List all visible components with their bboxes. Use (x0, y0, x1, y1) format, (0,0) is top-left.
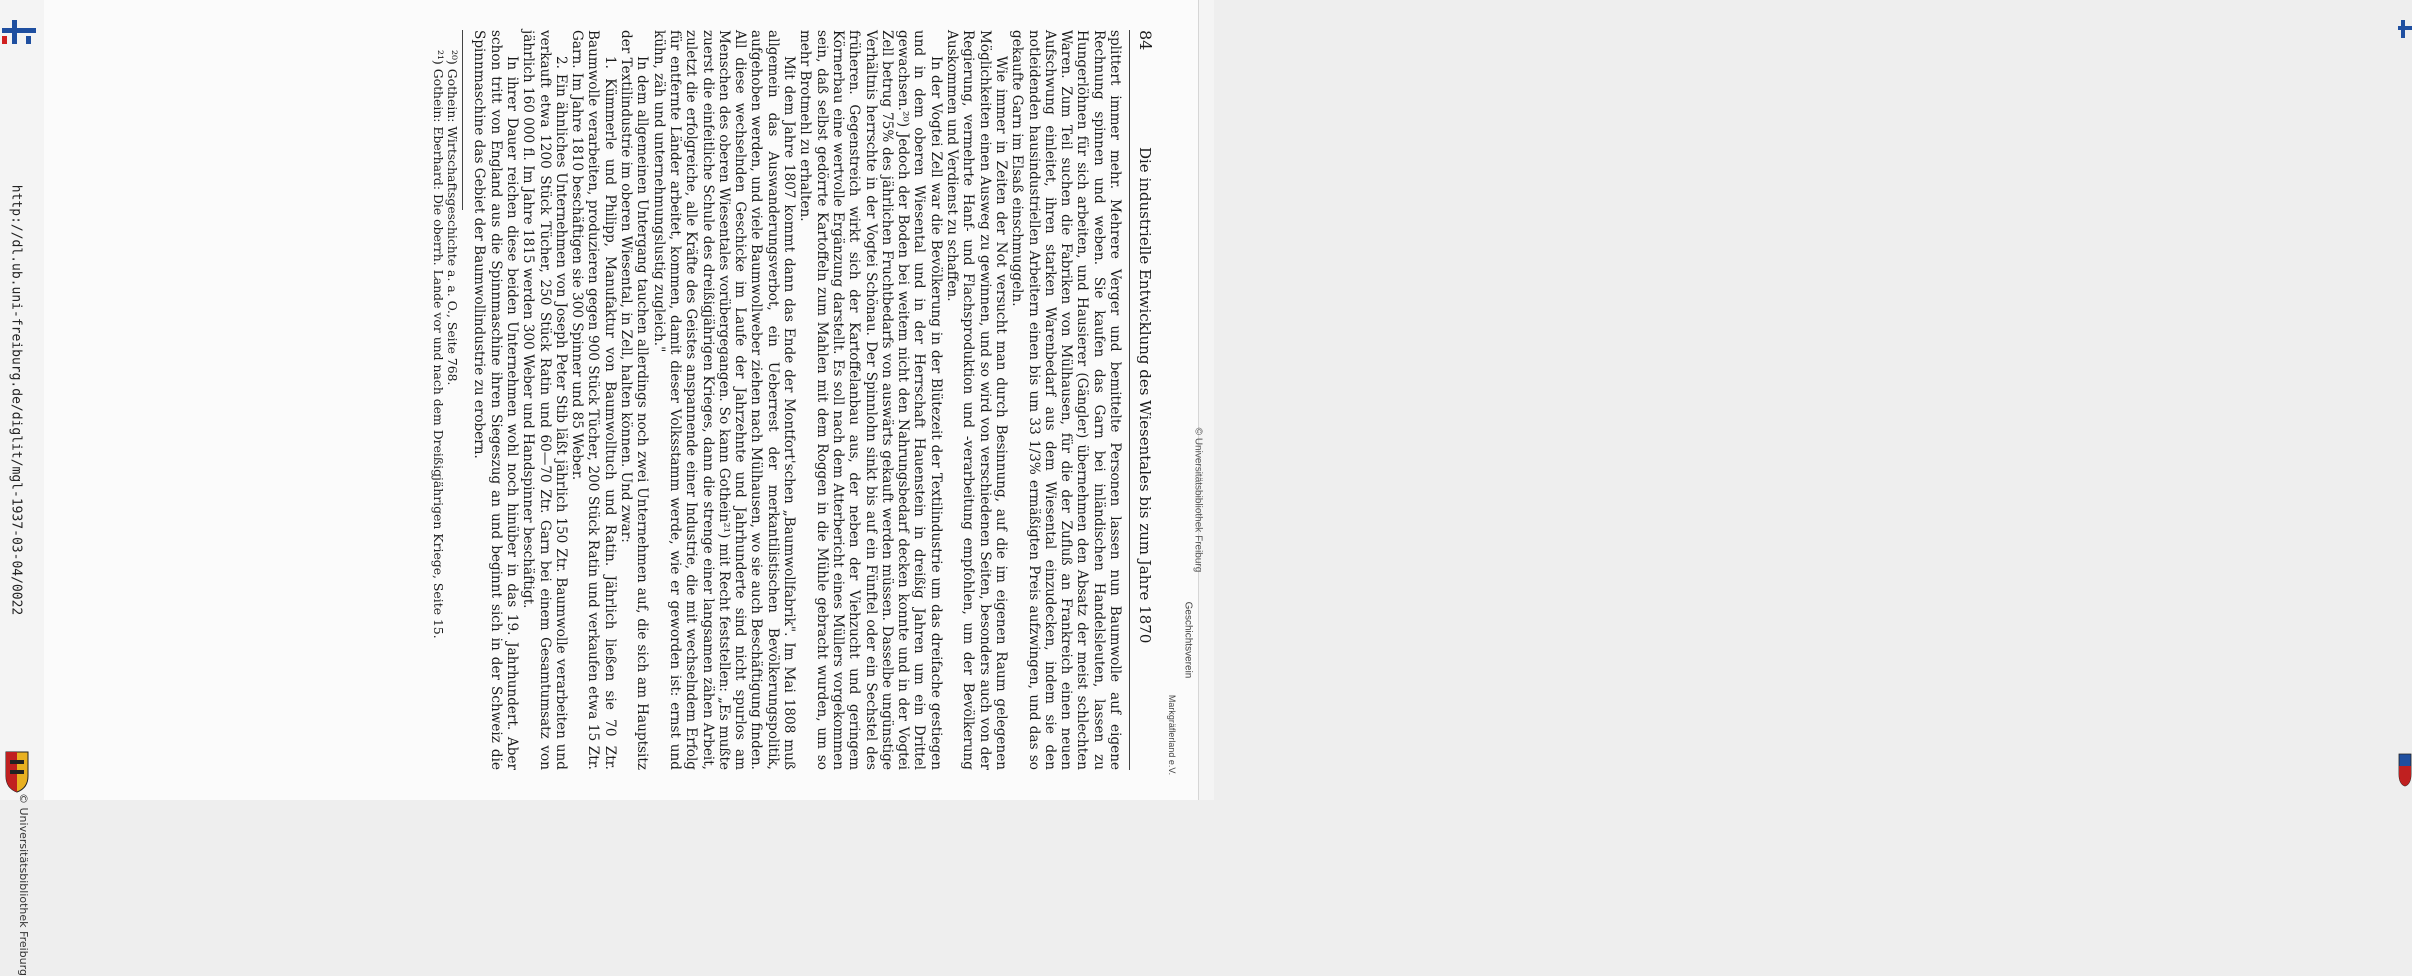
footnote: ²⁰) Gothein: Wirtschaftsgeschichte a. a. O., Seite 768. (445, 50, 461, 386)
paragraph: 2. Ein ähnliches Unternehmen von Joseph Peter Stib läßt jährlich 150 Ztr. Baumwolle verarbeiten und verkauft etwa 1200 Stück Tücher, 250 Stück Ratin und 60—70 Ztr. Garn bei einem Gesamtumsatz von jährlich 160 000 fl. Im Jahre 1815 werden 300 Weber und Handspinner beschäftigt. (520, 30, 569, 770)
page-number: 84 (1136, 30, 1155, 51)
paragraph: Wie immer in Zeiten der Not versucht man durch Besinnung, auf die im eigenen Raum gelegenen Möglichkeiten einen Ausweg zu gewinnen, und so wird von verschiedenen Seiten, besonders auch von der Regierung, vermehrte Hanf- und Flachsproduktion und -verarbeitung empfohlen, um der Bevölkerung Auskommen und Verdienst zu schaffen. (944, 30, 1009, 770)
paragraph: 1. Kümmerle und Philipp, Manufaktur von Baumwolltuch und Ratin. Jährlich ließen sie 70 Ztr. Baumwolle verarbeiten, produzieren gegen 900 Stück Tücher, 200 Stück Ratin und verkaufen etwa 15 Ztr. Garn. Im Jahre 1810 beschäftigen sie 300 Spinner und 85 Weber. (569, 30, 618, 770)
paragraph: In dem allgemeinen Untergang tauchen allerdings noch zwei Unternehmen auf, die sich am Hauptsitz der Textilindustrie im oberen Wiesental, in Zell, halten können. Und zwar: (618, 30, 651, 770)
page-header (1129, 30, 1155, 770)
footnote-divider (462, 30, 463, 210)
right-sidebar (1198, 0, 1214, 800)
watermark: © Universitätsbibliothek Freiburg (1192, 427, 1204, 573)
page-text (125, 30, 1155, 770)
paragraph: In ihrer Dauer reichen diese beiden Unternehmen wohl noch hinüber in das 19. Jahrhundert. Aber schon tritt von England aus die Spinnmaschine ihren Siegeszug an und beginnt sich in der Schweiz die Spinnmaschine das Gebiet der Baumwollindustrie zu erobern. (471, 30, 521, 770)
ub-logo-icon[interactable] (0, 14, 40, 50)
running-title: Die industrielle Entwicklung des Wiesentales bis zum Jahre 1870 (1136, 146, 1154, 644)
page-url[interactable]: http://dl.ub.uni-freiburg.de/diglit/mgl-1937-03-04/0022 (8, 184, 24, 616)
paragraph: Mit dem Jahre 1807 kommt dann das Ende der Montfort'schen „Baumwollfabrik". Im Mai 1808 muß allgemein das Auswanderungsverbot, ein Ueberrest der merkantilistischen Bevölkerungspolitik, aufgehoben werden, und viele Baumwollweber ziehen nach Mülhausen, wo sie auch Beschäftigung finden. All diese wechselnden Geschicke im Laufe der Jahrzehnte und Jahrhunderte sind nicht spurlos am Menschen des oberen Wiesentales vorübergegangen. So kann Gothein²¹) mit Recht feststellen: „Es mußte zuerst die einfeitliche Schule des dreißigjährigen Krieges, dann die strenge einer langsamen zähen Arbeit, zuletzt die erfolgreiche, alle Kräfte des Geistes anspannende einer Industrie, die mit wechselndem Erfolg für entfernte Länder arbeitet, kommen, damit dieser Volksstamm werde, wie er geworden ist: ernst und kühn, zäh und unternehmungslustig zugleich." (650, 30, 798, 770)
coat-of-arms-icon (2398, 752, 2412, 788)
copyright-text: © Universitätsbibliothek Freiburg (17, 793, 30, 976)
left-sidebar (0, 0, 45, 976)
footnote: ²¹) Gothein: Eberhard: Die oberrh. Lande vor und nach dem Dreißigjährigen Kriege, Seite 15. (430, 50, 446, 639)
ub-logo-icon[interactable] (2398, 18, 2412, 40)
society-subtitle: Markgräflerland e.V. (1167, 694, 1177, 776)
coat-of-arms-icon (2, 750, 32, 794)
paragraph: splittert immer mehr. Mehrere Verger und bemittelte Personen lassen nun Baumwolle auf eigene Rechnung spinnen und weben. Sie kaufen das Garn bei inländischen Handelsleuten, lassen zu Hungerlöhnen für sich arbeiten, und Hausierer (Gängler) übernehmen den Absatz der meist schlechten Waren. Zum Teil suchen die Fabriken von Mülhausen, für die der Zufluß an Frankreich einen neuen Aufschwung einleitet, ihren starken Warenbedarf aus dem Wiesental einzudecken, indem sie den notleidenden hausindustriellen Arbeitern einen bis um 33 1/3% ermäßigten Preis aufzwingen, und das so gekaufte Garn im Elsaß einschmuggeln. (1009, 30, 1123, 770)
society-name: Geschichtsverein (1182, 601, 1194, 679)
paragraph: In der Vogtei Zell war die Bevölkerung in der Blütezeit der Textilindustrie um das dreifache gestiegen und in dem oberen Wiesental und in der Herrschaft Hauenstein in dreißig Jahren um ein Drittel gewachsen.²⁰) Jedoch der Boden bei weitem nicht den Nahrungsbedarf decken konnte und in der Vogtei Zell betrug 75% des jährlichen Fruchtbedarfs von auswärts gekauft werden müssen. Dasselbe ungünstige Verhältnis herrschte in der Vogtei Schönau. Der Spinnlohn sinkt bis auf ein Fünftel oder ein Sechstel des früheren. Gegenstreich wirkt sich der Kartoffelanbau aus, der neben der Viehzucht und geringem Körnerbau eine wertvolle Ergänzung darstellt. Es soll nach dem Atterbericht eines Müllers vorgekommen sein, daß selbst gedörrte Kartoffeln zum Mahlen mit dem Roggen in die Mühle gebracht wurden, um so mehr Brotmehl zu erhalten. (797, 30, 944, 770)
